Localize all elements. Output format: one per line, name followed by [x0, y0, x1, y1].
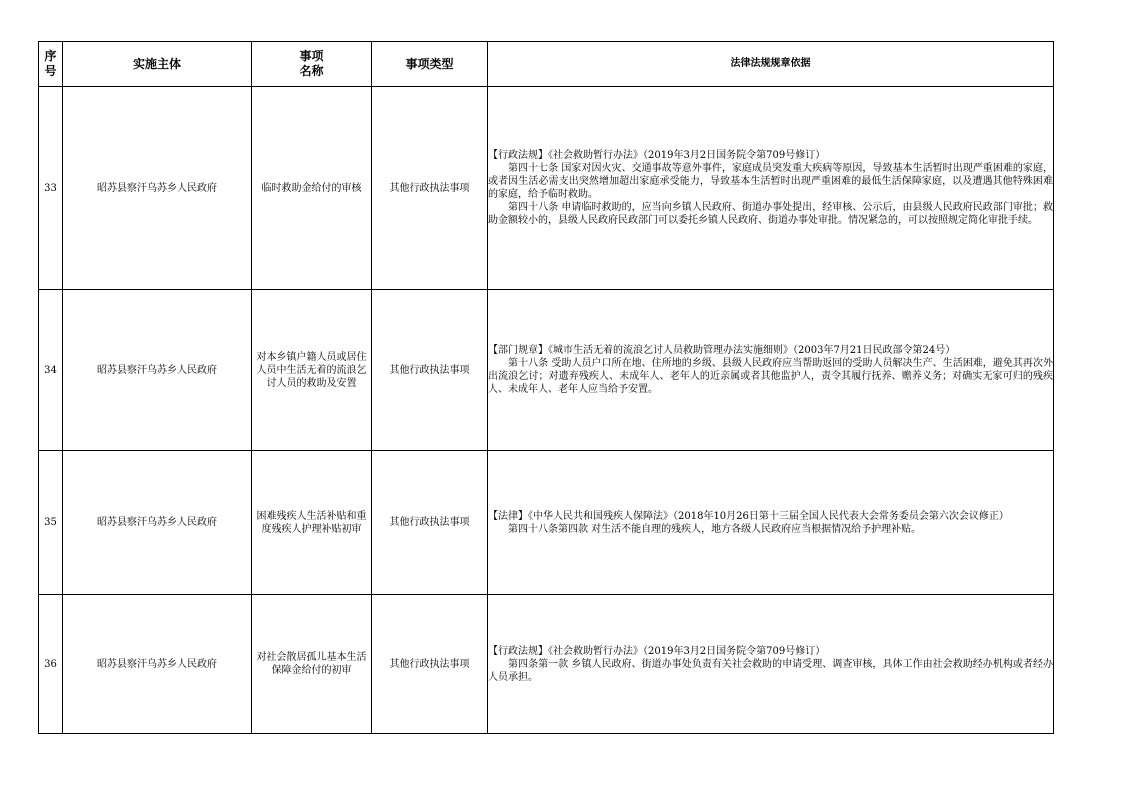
subject-cell: 昭苏县察汗乌苏乡人民政府 [63, 595, 252, 734]
header-item-name-label: 事项名称 [299, 49, 324, 78]
legal-basis-cell [488, 451, 1054, 595]
seq-cell: 34 [39, 290, 63, 451]
law-article: 第四十七条 国家对因火灾、交通事故等意外事件，家庭成员突发重大疾病等原因，导致基本生活暂时出现严重困难的家庭，或者因生活必需支出突然增加超出家庭承受能力，导致基本生活暂时出现严重困难的最低生活保障家庭，以及遭遇其他特殊困难的家庭，给予临时救助。 [488, 163, 1053, 200]
legal-basis-cell [488, 595, 1054, 734]
item-name-cell: 困难残疾人生活补贴和重度残疾人护理补贴初审 [252, 451, 372, 595]
legal-basis-cell [488, 290, 1054, 451]
law-article: 第四条第一款 乡镇人民政府、街道办事处负责有关社会救助的申请受理、调查审核，具体工作由社会救助经办机构或者经办人员承担。 [488, 658, 1053, 683]
legal-basis-cell [488, 87, 1054, 290]
subject-cell: 昭苏县察汗乌苏乡人民政府 [63, 451, 252, 595]
table-row [39, 595, 1054, 734]
item-name-cell: 对社会散居孤儿基本生活保障金给付的初审 [252, 595, 372, 734]
subject-cell: 昭苏县察汗乌苏乡人民政府 [63, 87, 252, 290]
item-type-cell: 其他行政执法事项 [372, 290, 488, 451]
law-source: 【法律】《中华人民共和国残疾人保障法》（2018年10月26日第十三届全国人民代表大会常务委员会第六次会议修正） [488, 510, 1009, 522]
item-type-cell: 其他行政执法事项 [372, 595, 488, 734]
table-row [39, 87, 1054, 290]
law-source: 【行政法规】《社会救助暂行办法》（2019年3月2日国务院令第709号修订） [488, 645, 826, 657]
enforcement-items-table [38, 41, 1054, 734]
item-name-cell: 临时救助金给付的审核 [252, 87, 372, 290]
law-article: 第十八条 受助人员户口所在地、住所地的乡级、县级人民政府应当帮助返回的受助人员解决生产、生活困难，避免其再次外出流浪乞讨；对遗弃残疾人、未成年人、老年人的近亲属或者其他监护人，责令其履行抚养、赡养义务；对确实无家可归的残疾人、未成年人、老年人应当给予安置。 [488, 358, 1053, 395]
law-source: 【行政法规】《社会救助暂行办法》（2019年3月2日国务院令第709号修订） [488, 150, 826, 161]
item-type-cell: 其他行政执法事项 [372, 451, 488, 595]
subject-cell: 昭苏县察汗乌苏乡人民政府 [63, 290, 252, 451]
item-type-cell: 其他行政执法事项 [372, 87, 488, 290]
table-row [39, 290, 1054, 451]
law-article: 第四十八条 申请临时救助的，应当向乡镇人民政府、街道办事处提出，经审核、公示后，由县级人民政府民政部门审批；救助金额较小的，县级人民政府民政部门可以委托乡镇人民政府、街道办事处审批。情况紧急的，可以按照规定简化审批手续。 [488, 202, 1053, 226]
table-row [39, 451, 1054, 595]
header-item-type: 事项类型 [372, 42, 488, 87]
law-source: 【部门规章】《城市生活无着的流浪乞讨人员救助管理办法实施细则》（2003年7月21日民政部令第24号） [488, 345, 956, 356]
law-article: 第四十八条第四款 对生活不能自理的残疾人，地方各级人民政府应当根据情况给予护理补贴。 [508, 523, 922, 535]
seq-cell: 36 [39, 595, 63, 734]
seq-cell: 35 [39, 451, 63, 595]
header-seq [39, 42, 63, 87]
header-legal-basis: 法律法规规章依据 [488, 42, 1054, 87]
seq-cell: 33 [39, 87, 63, 290]
item-name-cell: 对本乡镇户籍人员或居住人员中生活无着的流浪乞讨人员的救助及安置 [252, 290, 372, 451]
header-item-name [252, 42, 372, 87]
header-subject: 实施主体 [63, 42, 252, 87]
header-seq-label: 序号 [44, 49, 57, 78]
header-row [39, 42, 1054, 87]
